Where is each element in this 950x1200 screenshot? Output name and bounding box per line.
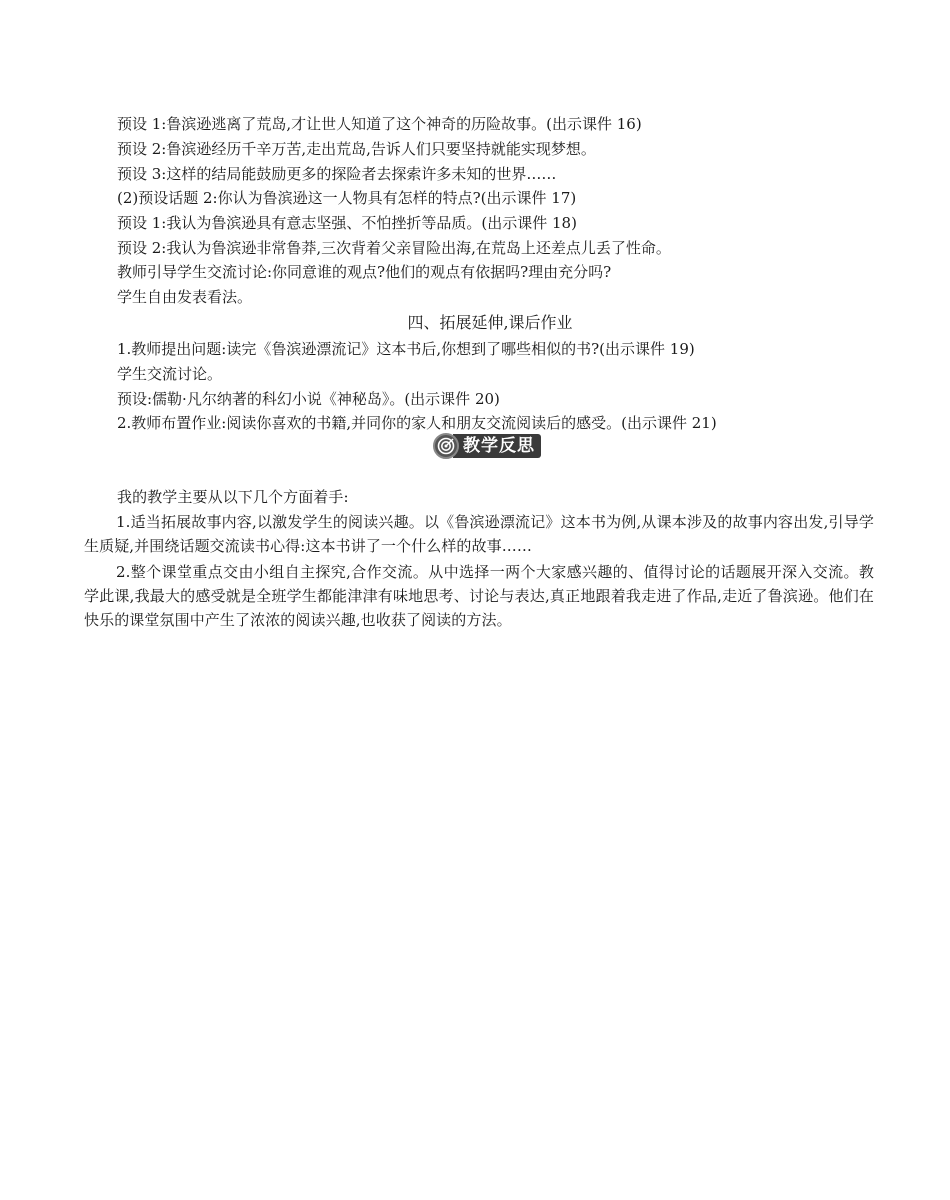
reflection-intro: 我的教学主要从以下几个方面着手:: [117, 488, 349, 506]
extension-line: 1.教师提出问题:读完《鲁滨逊漂流记》这本书后,你想到了哪些相似的书?(出示课件 19): [117, 340, 695, 358]
section-heading: 四、拓展延伸,课后作业: [407, 313, 573, 332]
preset-line: 学生自由发表看法。: [117, 288, 253, 306]
target-icon: [433, 433, 459, 459]
reflection-paragraph: 1.适当拓展故事内容,以激发学生的阅读兴趣。以《鲁滨逊漂流记》这本书为例,从课本涉及的故事内容出发,引导学生质疑,并围绕话题交流读书心得:这本书讲了一个什么样的故事……: [84, 513, 874, 555]
extension-line: 学生交流讨论。: [117, 365, 223, 383]
banner-label: 教学反思: [453, 434, 541, 458]
preset-line: 预设 2:我认为鲁滨逊非常鲁莽,三次背着父亲冒险出海,在荒岛上还差点儿丢了性命。: [117, 239, 671, 257]
preset-line: 预设 1:我认为鲁滨逊具有意志坚强、不怕挫折等品质。(出示课件 18): [117, 214, 577, 232]
preset-line: 教师引导学生交流讨论:你同意谁的观点?他们的观点有依据吗?理由充分吗?: [117, 263, 612, 281]
reflection-banner: [433, 432, 549, 460]
reflection-paragraph: 2.整个课堂重点交由小组自主探究,合作交流。从中选择一两个大家感兴趣的、值得讨论的话题展开深入交流。教学此课,我最大的感受就是全班学生都能津津有味地思考、讨论与表达,真正地跟着我走进了作品,走近了鲁滨逊。他们在快乐的课堂氛围中产生了浓浓的阅读兴趣,也收获了阅读的方法。: [84, 563, 874, 629]
preset-line: 预设 3:这样的结局能鼓励更多的探险者去探索许多未知的世界……: [117, 165, 557, 183]
preset-line: 预设 1:鲁滨逊逃离了荒岛,才让世人知道了这个神奇的历险故事。(出示课件 16): [117, 115, 642, 133]
extension-line: 2.教师布置作业:阅读你喜欢的书籍,并同你的家人和朋友交流阅读后的感受。(出示课件 21): [117, 414, 717, 432]
preset-line: (2)预设话题 2:你认为鲁滨逊这一人物具有怎样的特点?(出示课件 17): [117, 189, 577, 207]
extension-line: 预设:儒勒·凡尔纳著的科幻小说《神秘岛》。(出示课件 20): [117, 390, 500, 408]
preset-line: 预设 2:鲁滨逊经历千辛万苦,走出荒岛,告诉人们只要坚持就能实现梦想。: [117, 140, 596, 158]
